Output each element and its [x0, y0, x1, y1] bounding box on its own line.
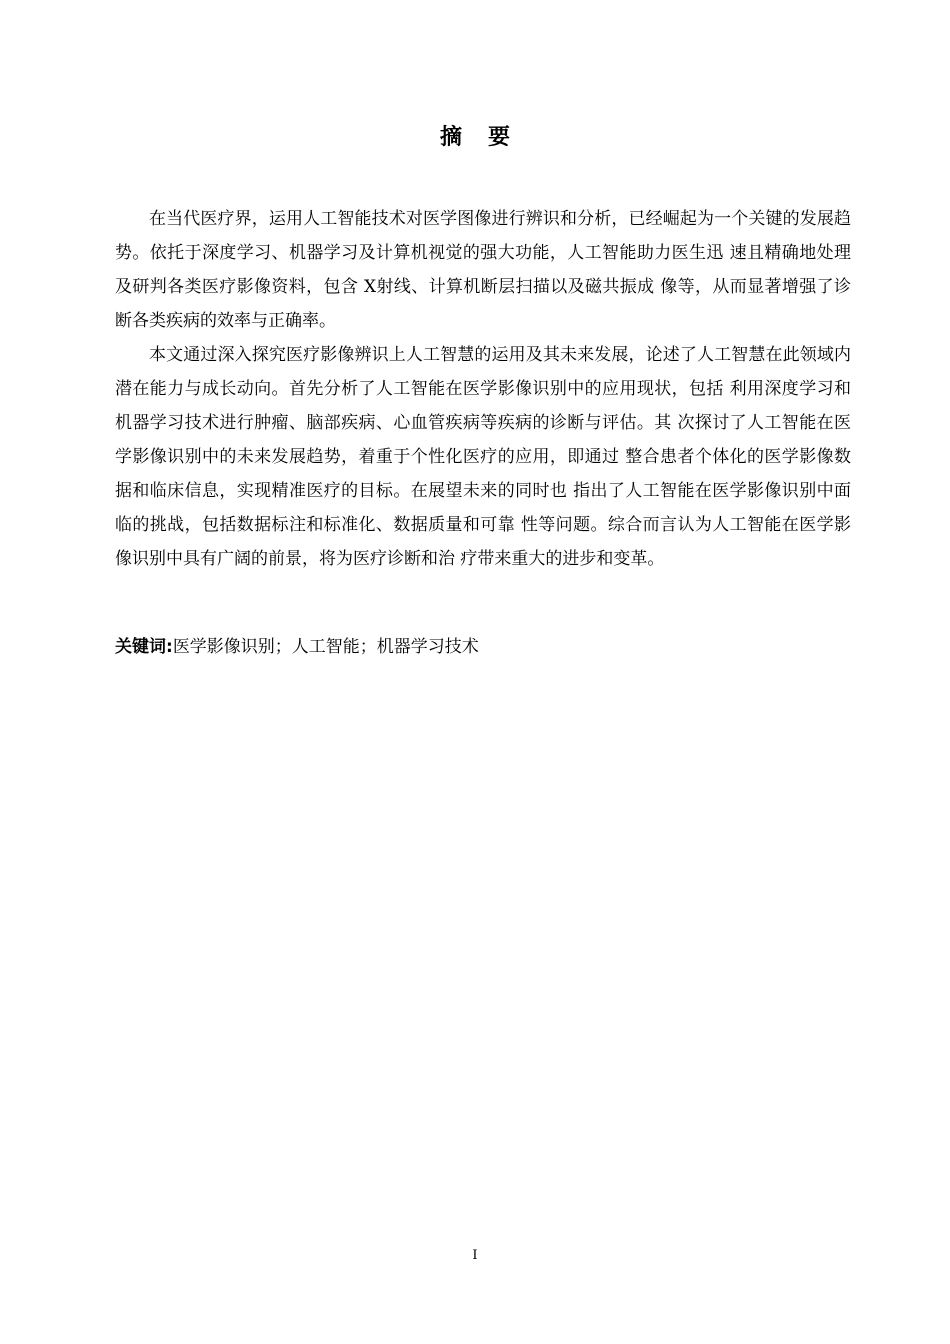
abstract-paragraph-2: 本文通过深入探究医疗影像辨识上人工智慧的运用及其未来发展，论述了人工智慧在此领域内潜在能力与成长动向。首先分析了人工智能在医学影像识别中的应用现状，包括 利用深度学习和机器学习技术进行肿瘤、脑部疾病、心血管疾病等疾病的诊断与评估。其 次探讨了人工智能在医学影像识别中的未来发展趋势，着重于个性化医疗的应用，即通过 整合患者个体化的医学影像数据和临床信息，实现精准医疗的目标。在展望未来的同时也 指出了人工智能在医学影像识别中面临的挑战，包括数据标注和标准化、数据质量和可靠 性等问题。综合而言认为人工智能在医学影像识别中具有广阔的前景，将为医疗诊断和治 疗带来重大的进步和变革。 [115, 345, 851, 569]
page-number: I [472, 1248, 478, 1263]
abstract-paragraph-1: 在当代医疗界，运用人工智能技术对医学图像进行辨识和分析，已经崛起为一个关键的发展趋势。依托于深度学习、机器学习及计算机视觉的强大功能，人工智能助力医生迅 速且精确地处理及研判各类医疗影像资料，包含 X射线、计算机断层扫描以及磁共振成 像等，从而显著增强了诊断各类疾病的效率与正确率。 [115, 209, 851, 331]
keywords-line [115, 630, 851, 664]
keywords-label: 关键词: [115, 637, 173, 657]
keywords-value: 医学影像识别；人工智能；机器学习技术 [172, 637, 479, 657]
abstract-body [115, 202, 851, 576]
abstract-title: 摘要 [439, 125, 536, 150]
